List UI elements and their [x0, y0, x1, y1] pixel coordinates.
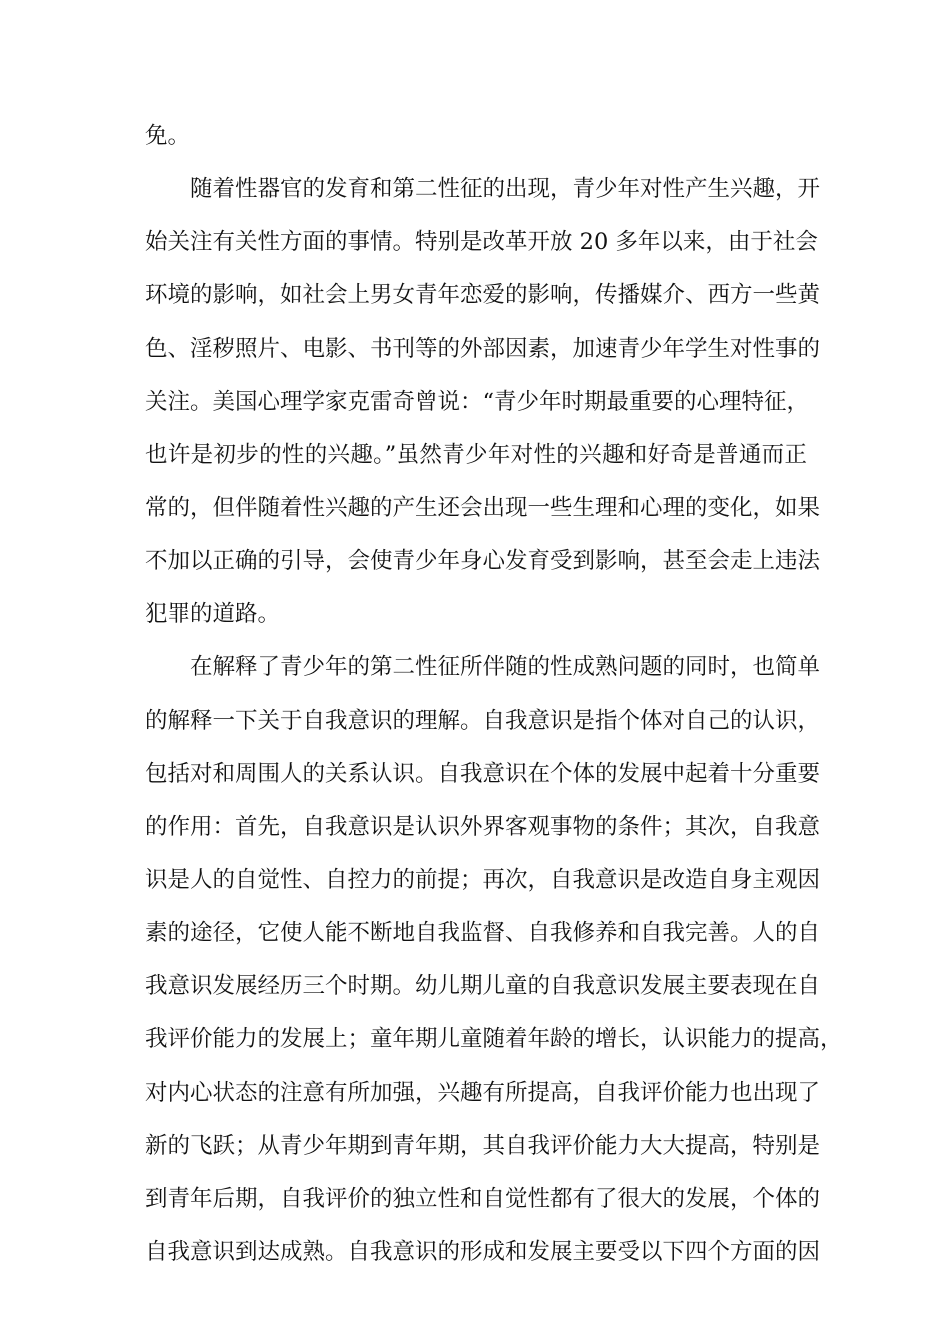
text-line: 的解释一下关于自我意识的理解。自我意识是指个体对自己的认识，: [145, 707, 821, 734]
text-line: 犯罪的道路。: [145, 601, 281, 628]
text-line: 始关注有关性方面的事情。特别是改革开放 20 多年以来，由于社会: [145, 229, 818, 256]
text-line: 对内心状态的注意有所加强，兴趣有所提高，自我评价能力也出现了: [145, 1079, 821, 1106]
text-line: 免。: [145, 123, 191, 149]
text-line: 也许是初步的性的兴趣。”虽然青少年对性的兴趣和好奇是普通而正: [145, 441, 807, 468]
text-line: 素的途径，它使人能不断地自我监督、自我修养和自我完善。人的自: [145, 920, 821, 947]
text-line: 自我意识到达成熟。自我意识的形成和发展主要受以下四个方面的因: [145, 1238, 821, 1265]
text-line: 在解释了青少年的第二性征所伴随的性成熟问题的同时，也简单: [190, 654, 821, 681]
text-line: 随着性器官的发育和第二性征的出现，青少年对性产生兴趣，开: [190, 176, 821, 203]
text-line: 我意识发展经历三个时期。幼儿期儿童的自我意识发展主要表现在自: [145, 973, 821, 1000]
text-line: 常的，但伴随着性兴趣的产生还会出现一些生理和心理的变化，如果: [145, 494, 821, 521]
text-line: 不加以正确的引导，会使青少年身心发育受到影响，甚至会走上违法: [145, 548, 821, 575]
text-line: 包括对和周围人的关系认识。自我意识在个体的发展中起着十分重要: [145, 760, 821, 787]
text-line: 识是人的自觉性、自控力的前提；再次，自我意识是改造自身主观因: [145, 866, 821, 893]
text-line: 环境的影响，如社会上男女青年恋爱的影响，传播媒介、西方一些黄: [145, 282, 821, 309]
text-line: 色、淫秽照片、电影、书刊等的外部因素，加速青少年学生对性事的: [145, 335, 821, 362]
text-line: 关注。美国心理学家克雷奇曾说：“青少年时期最重要的心理特征，: [145, 388, 810, 415]
text-line: 到青年后期，自我评价的独立性和自觉性都有了很大的发展，个体的: [145, 1185, 821, 1212]
text-line: 的作用：首先，自我意识是认识外界客观事物的条件；其次，自我意: [145, 813, 821, 840]
text-line: 我评价能力的发展上；童年期儿童随着年龄的增长，认识能力的提高，: [145, 1026, 843, 1053]
body-text: [145, 110, 843, 1279]
text-line: 新的飞跃；从青少年期到青年期，其自我评价能力大大提高，特别是: [145, 1132, 821, 1159]
